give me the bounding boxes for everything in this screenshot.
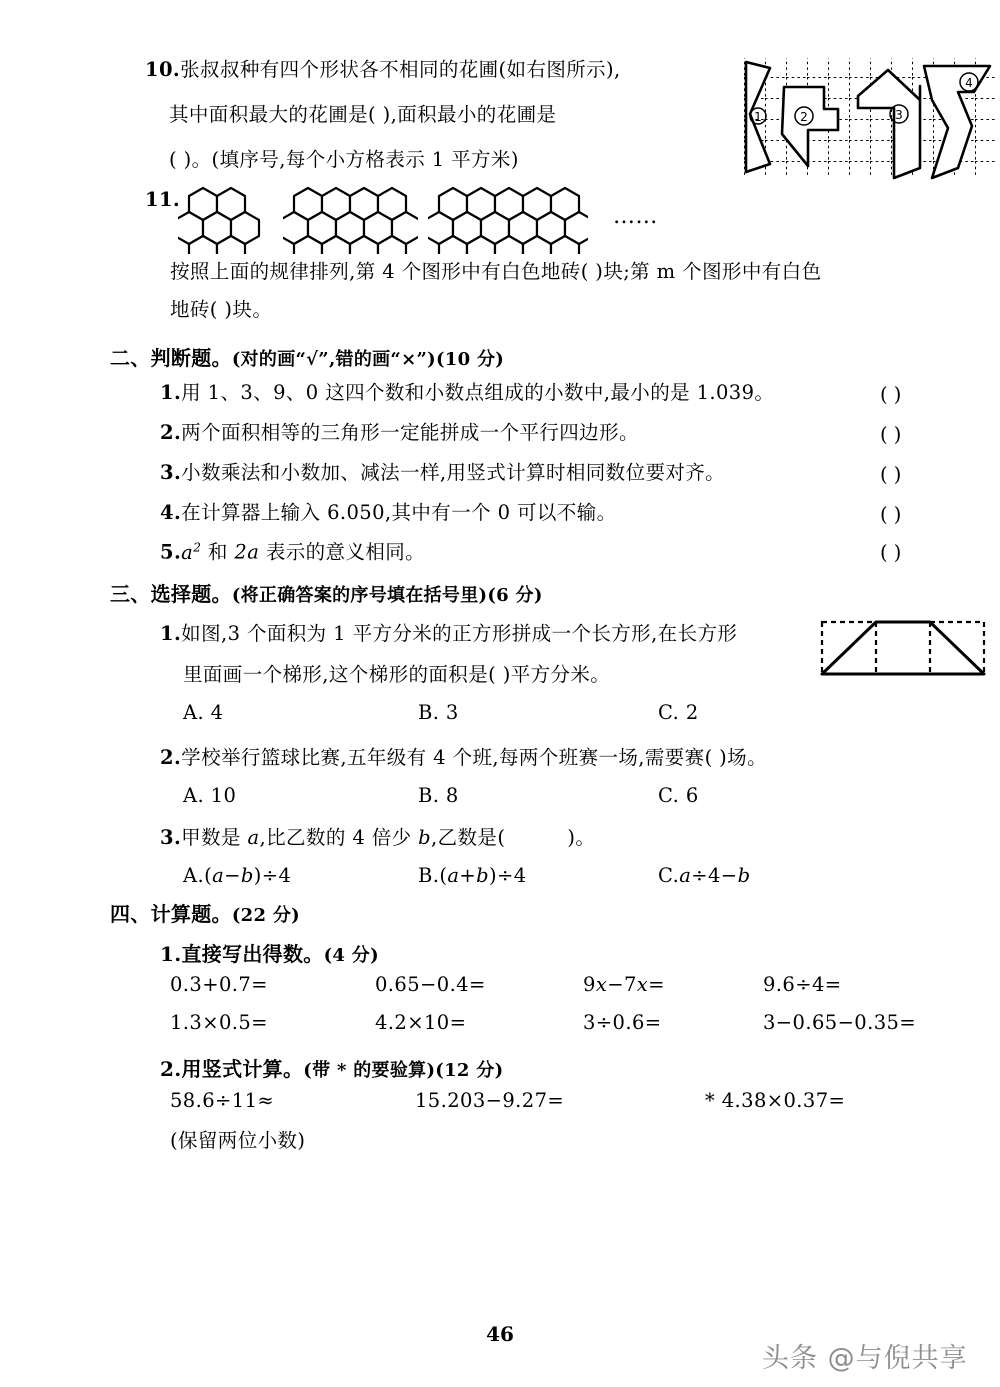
question-10-line-3: ( )。(填序号,每个小方格表示 1 平方米) bbox=[169, 148, 519, 171]
page-number: 46 bbox=[486, 1322, 514, 1346]
watermark bbox=[762, 1336, 968, 1375]
vertical-calc-2: 15.203−9.27= bbox=[415, 1089, 565, 1112]
tf-item-3-text: 小数乘法和小数加、减法一样,用竖式计算时相同数位要对齐。 bbox=[181, 461, 726, 484]
tf-item-5 bbox=[160, 541, 425, 562]
tf-item-2-number: 2. bbox=[160, 421, 182, 444]
question-10-line-1 bbox=[145, 60, 621, 80]
mc-q2-option-a[interactable]: A. 10 bbox=[183, 784, 237, 807]
sub1-note: (4 分) bbox=[323, 945, 379, 966]
mc-q3-number: 3. bbox=[160, 826, 182, 849]
trapezoid-svg bbox=[818, 617, 988, 679]
section-four-sub2-heading bbox=[160, 1053, 503, 1082]
vertical-calc-3: * 4.38×0.37= bbox=[705, 1089, 846, 1112]
section-three-title: 三、选择题。 bbox=[110, 582, 232, 606]
trapezoid-figure bbox=[818, 617, 988, 679]
mc-q1-option-a[interactable]: A. 4 bbox=[183, 701, 224, 724]
mc-q1-text-1: 如图,3 个面积为 1 平方分米的正方形拼成一个长方形,在长方形 bbox=[181, 622, 738, 645]
tf-item-5-text: 和 2a 表示的意义相同。 bbox=[201, 540, 426, 564]
tf-bracket-1[interactable]: ( ) bbox=[880, 383, 902, 406]
question-11-line-2: 地砖( )块。 bbox=[170, 298, 273, 321]
flower-bed-figure bbox=[744, 56, 996, 180]
question-11-number: 11. bbox=[145, 188, 181, 211]
section-four-title: 四、计算题。 bbox=[110, 902, 232, 926]
tf-item-3 bbox=[160, 463, 725, 483]
svg-text:2: 2 bbox=[800, 110, 808, 124]
tf-item-1-number: 1. bbox=[160, 381, 182, 404]
sub1-number: 1. bbox=[160, 942, 182, 966]
mc-q1-line-2: 里面画一个梯形,这个梯形的面积是( )平方分米。 bbox=[183, 663, 611, 686]
watermark-text: 头条 @与倪共享 bbox=[762, 1343, 968, 1374]
hex-pattern-2-svg bbox=[283, 184, 418, 254]
mental-math-r1-c3: 9x−7x= bbox=[583, 973, 665, 996]
tf-item-1 bbox=[160, 383, 774, 403]
question-10-line-2: 其中面积最大的花圃是( ),面积最小的花圃是 bbox=[169, 103, 557, 126]
mc-q3-option-b[interactable]: B.(a+b)÷4 bbox=[418, 864, 527, 887]
hex-pattern-2 bbox=[283, 184, 418, 254]
flower-bed-svg bbox=[744, 56, 996, 180]
mc-q1-option-c[interactable]: C. 2 bbox=[658, 701, 699, 724]
tf-bracket-5[interactable]: ( ) bbox=[880, 541, 902, 564]
sub1-title: 直接写出得数。 bbox=[181, 942, 324, 966]
mc-q2-option-c[interactable]: C. 6 bbox=[658, 784, 699, 807]
mc-q1-option-b[interactable]: B. 3 bbox=[418, 701, 459, 724]
tf-item-4 bbox=[160, 503, 617, 523]
vertical-calc-1: 58.6÷11≈ bbox=[170, 1089, 275, 1112]
tf-item-1-text: 用 1、3、9、0 这四个数和小数点组成的小数中,最小的是 1.039。 bbox=[181, 381, 775, 404]
tf-item-4-text: 在计算器上输入 6.050,其中有一个 0 可以不输。 bbox=[181, 501, 617, 524]
mc-q2-line-1 bbox=[160, 748, 767, 768]
question-11-number-wrap bbox=[145, 190, 180, 210]
mc-q3-line-1 bbox=[160, 828, 595, 848]
mental-math-r2-c2: 4.2×10= bbox=[375, 1011, 467, 1034]
mc-q1-line-1 bbox=[160, 624, 737, 644]
hex-pattern-1-svg bbox=[178, 184, 278, 254]
mental-math-r1-c4: 9.6÷4= bbox=[763, 973, 842, 996]
mc-q1-number: 1. bbox=[160, 622, 182, 645]
mc-q2-option-b[interactable]: B. 8 bbox=[418, 784, 459, 807]
question-10-text-1: 张叔叔种有四个形状各不相同的花圃(如右图所示), bbox=[180, 58, 621, 81]
tf-item-3-number: 3. bbox=[160, 461, 182, 484]
mental-math-r1-c1: 0.3+0.7= bbox=[170, 973, 268, 996]
mental-math-r2-c3: 3÷0.6= bbox=[583, 1011, 662, 1034]
tf-item-5-math-a: $a^2$ bbox=[181, 540, 202, 564]
mc-q2-text-1: 学校举行篮球比赛,五年级有 4 个班,每两个班赛一场,需要赛( )场。 bbox=[181, 746, 767, 769]
mental-math-r2-c1: 1.3×0.5= bbox=[170, 1011, 268, 1034]
vertical-calc-footnote: (保留两位小数) bbox=[170, 1129, 306, 1152]
section-two-heading bbox=[110, 342, 504, 371]
section-three-note: (将正确答案的序号填在括号里)(6 分) bbox=[231, 585, 543, 606]
mental-math-r2-c4: 3−0.65−0.35= bbox=[763, 1011, 917, 1034]
sub2-note: (带 * 的要验算)(12 分) bbox=[303, 1060, 504, 1081]
tf-item-5-number: 5. bbox=[160, 540, 182, 564]
mc-q3-text-1: 甲数是 a,比乙数的 4 倍少 b,乙数是( )。 bbox=[181, 826, 596, 849]
section-four-note: (22 分) bbox=[231, 905, 300, 926]
section-two-note: (对的画“√”,错的画“×”)(10 分) bbox=[231, 349, 505, 370]
sub2-number: 2. bbox=[160, 1057, 182, 1081]
tf-bracket-2[interactable]: ( ) bbox=[880, 423, 902, 446]
mc-q3-option-a[interactable]: A.(a−b)÷4 bbox=[183, 864, 292, 887]
svg-text:3: 3 bbox=[895, 108, 903, 122]
question-10-number: 10. bbox=[145, 58, 181, 81]
tf-item-2-text: 两个面积相等的三角形一定能拼成一个平行四边形。 bbox=[181, 421, 639, 444]
hex-pattern-3 bbox=[428, 184, 588, 254]
tf-bracket-4[interactable]: ( ) bbox=[880, 503, 902, 526]
hex-pattern-1 bbox=[178, 184, 278, 254]
question-11-line-1: 按照上面的规律排列,第 4 个图形中有白色地砖( )块;第 m 个图形中有白色 bbox=[170, 260, 822, 283]
tf-item-4-number: 4. bbox=[160, 501, 182, 524]
section-three-heading bbox=[110, 578, 543, 607]
svg-text:4: 4 bbox=[965, 76, 973, 90]
svg-text:1: 1 bbox=[754, 110, 762, 124]
mc-q3-option-c[interactable]: C.a÷4−b bbox=[658, 864, 751, 887]
section-four-sub1-heading bbox=[160, 938, 379, 967]
mc-q2-number: 2. bbox=[160, 746, 182, 769]
section-two-title: 二、判断题。 bbox=[110, 346, 232, 370]
hex-pattern-ellipsis: …… bbox=[613, 204, 658, 229]
section-four-heading bbox=[110, 898, 300, 927]
hex-pattern-3-svg bbox=[428, 184, 588, 254]
sub2-title: 用竖式计算。 bbox=[181, 1057, 304, 1081]
tf-item-2 bbox=[160, 423, 639, 443]
tf-bracket-3[interactable]: ( ) bbox=[880, 463, 902, 486]
mental-math-r1-c2: 0.65−0.4= bbox=[375, 973, 486, 996]
